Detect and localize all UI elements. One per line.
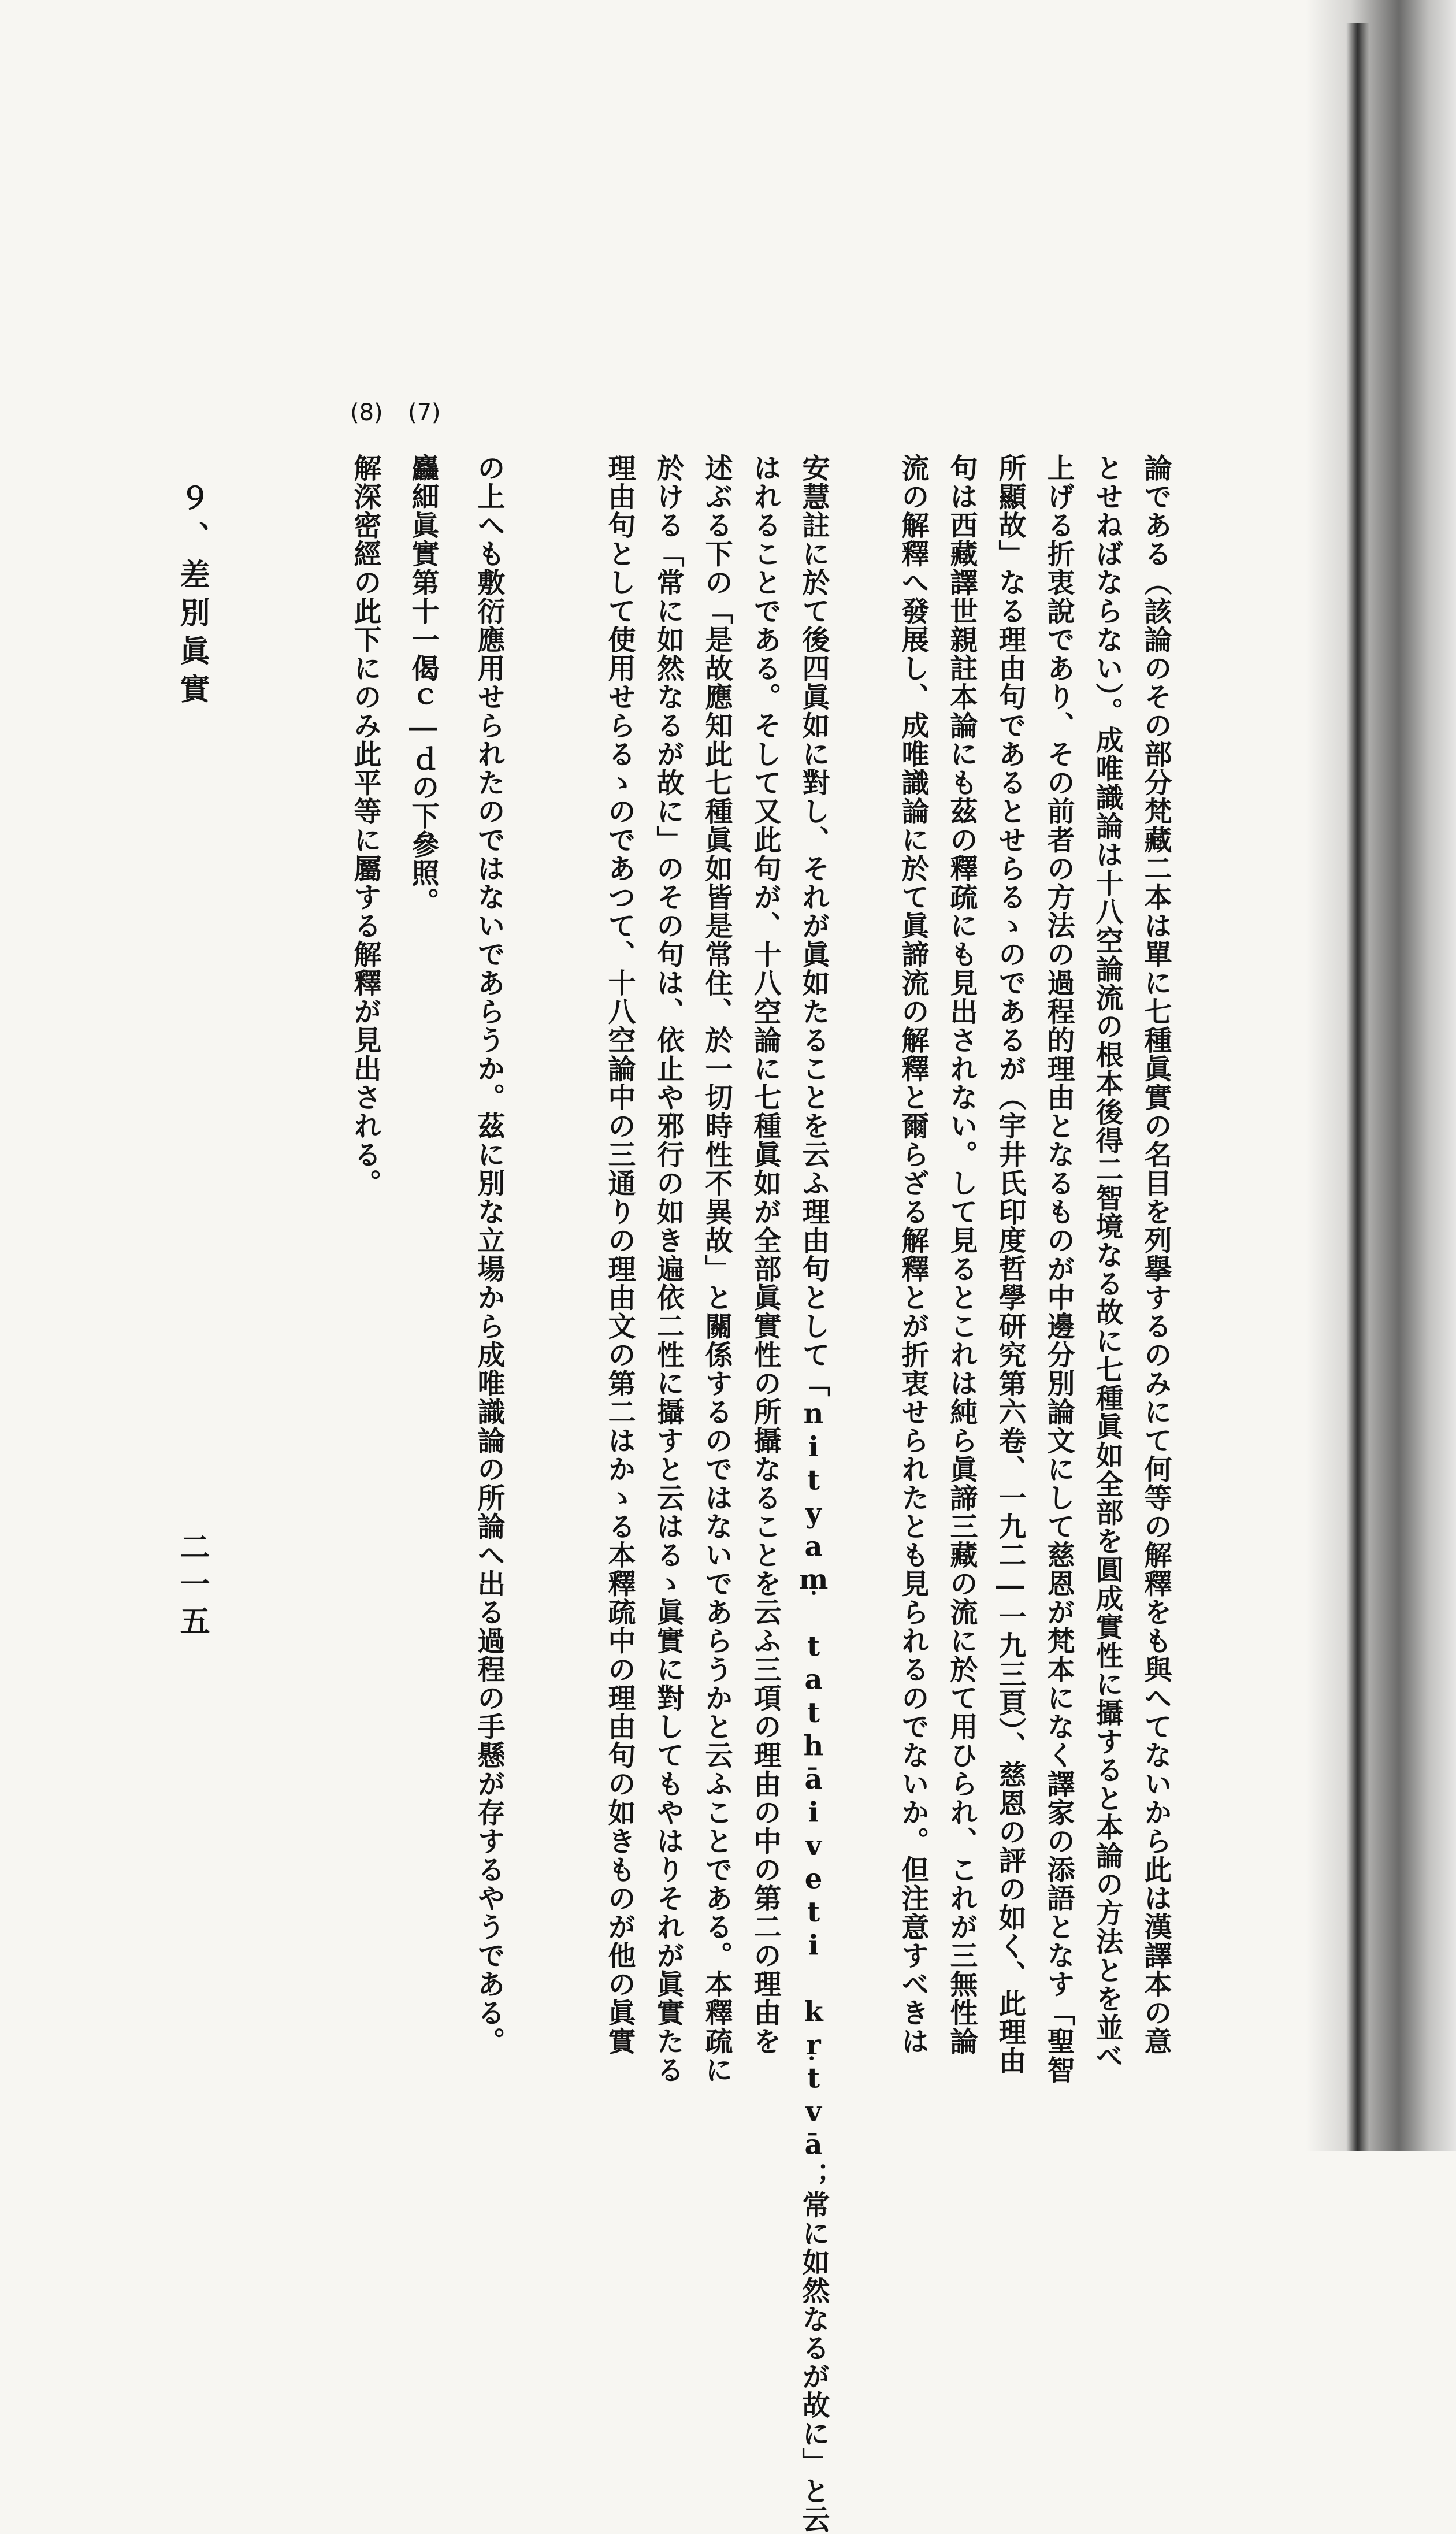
- body-line-2: とせねばならない）。成唯識論は十八空論流の根本後得二智境なる故に七種眞如全部を圓成實性に攝すると本論の方法とを並べ: [1091, 454, 1123, 2071]
- body-line-1: 論である（該論のその部分梵藏二本は單に七種眞實の名目を列擧するのみにて何等の解釋をも與へてないから此は漢譯本の意: [1139, 454, 1172, 2056]
- body-line-10: 於ける「常に如然なるが故に」のその句は、依止や邪行の如き遍依二性に攝すと云はるゝ眞實に對してもやはりそれが眞實たる: [652, 454, 684, 2084]
- note-7-number: (7): [408, 399, 441, 426]
- note-8-text: 解深密經の此下にのみ此平等に屬する解釋が見出される。: [349, 454, 381, 1197]
- body-line-3: 上げる折衷說であり、その前者の方法の過程的理由となるものが中邊分別論文にして慈恩が梵本になく譯家の添語となす「聖智: [1042, 454, 1075, 2084]
- body-line-5: 句は西藏譯世親註本論にも茲の釋疏にも見出されない。して見るとこれは純ら眞諦三藏の流に於て用ひられ、これが三無性論: [945, 454, 978, 2056]
- running-header: ９、差別眞實: [174, 483, 210, 711]
- body-line-11: 理由句として使用せらるゝのであつて、十八空論中の三通りの理由文の第二はかゝる本釋疏中の理由句の如きものが他の眞實: [603, 454, 636, 2056]
- body-line-12: の上へも敷衍應用せられたのではないであらうか。茲に別な立場から成唯識論の所論へ出る過程の手懸が存するやうである。: [473, 454, 505, 2056]
- scan-gutter-fold: [1346, 23, 1369, 2151]
- page-number: 二一五: [174, 1531, 210, 1642]
- note-8-number: (8): [350, 399, 383, 426]
- body-line-8: はれることである。そして又此句が、十八空論に七種眞如が全部眞實性の所攝なることを云ふ三項の理由の中の第二の理由を: [749, 454, 781, 2056]
- body-line-9: 述ぶる下の「是故應知此七種眞如皆是常住、於一切時性不異故」と關係するのではないであらうかと云ふことである。本釋疏に: [700, 454, 733, 2084]
- scan-gutter-shadow: [1306, 0, 1456, 2151]
- body-line-6: 流の解釋へ發展し、成唯識論に於て眞諦流の解釋と爾らざる解釋とが折衷せられたとも見られるのでないか。但注意すべきは: [897, 454, 929, 2056]
- note-7-text: 麤細眞實第十一偈ｃ―ｄの下參照。: [407, 454, 439, 916]
- body-line-7: 安慧註に於て後四眞如に對し、それが眞如たることを云ふ理由句として「nityaṃ tathāiveti kṛtvā；常に如然なるが故に」と云: [797, 454, 830, 2534]
- body-line-4: 所顯故」なる理由句であるとせらるゝのであるが（宇井氏印度哲學研究第六卷、一九二―一九三頁）、慈恩の評の如く、此理由: [994, 454, 1026, 2075]
